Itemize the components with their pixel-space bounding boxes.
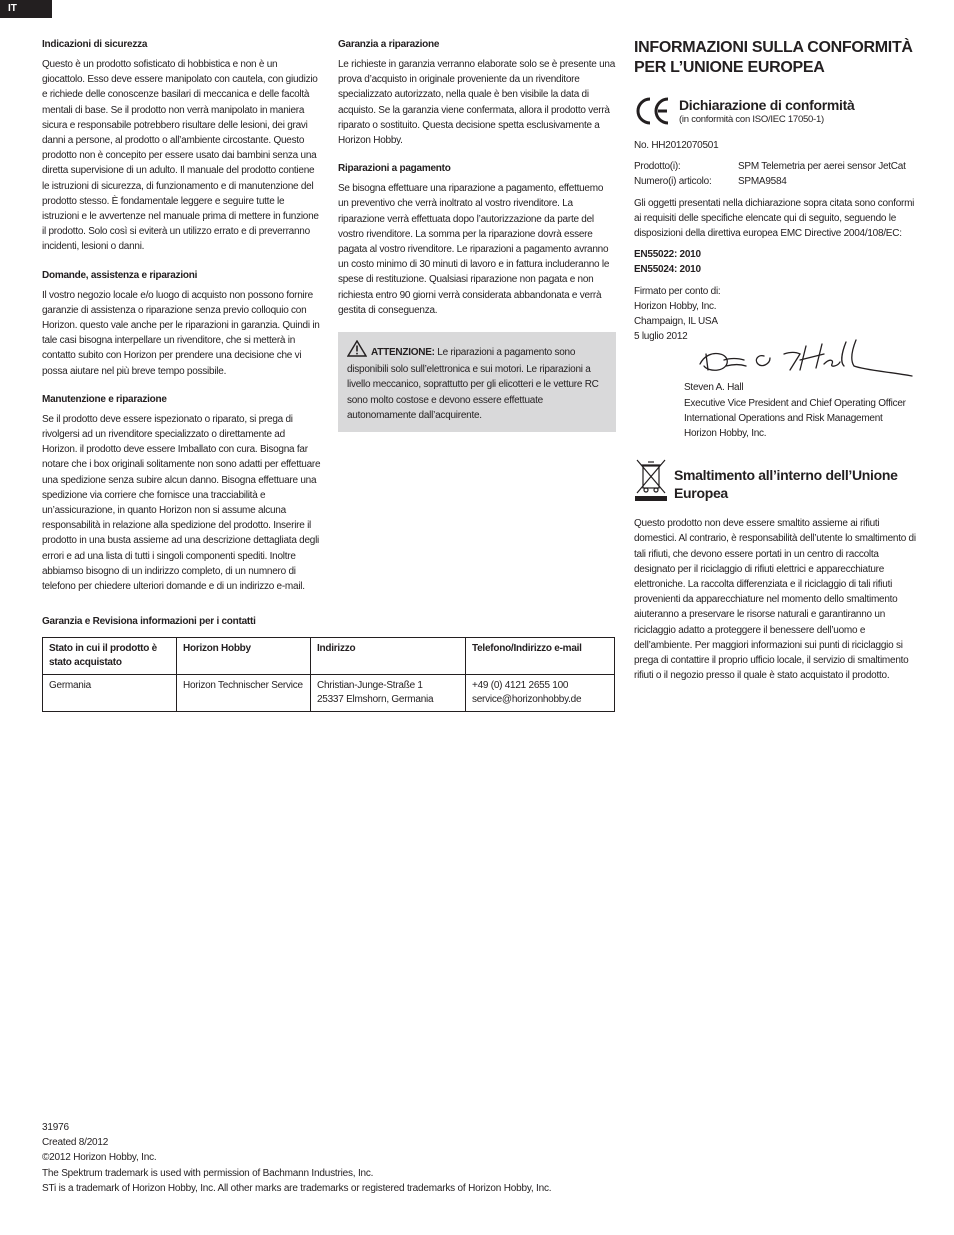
signed-city: Champaign, IL USA: [634, 316, 718, 328]
section-body-maintenance: Se il prodotto deve essere ispezionato o riparato, si prega di rivolgersi ad un rivenditore specializzato o direttamente ad Horizon. il prodotto deve essere Imballato con cura. Bisogna far notare che i box originali solitamente non sono adatti per effettuare una spedizione senza subire alcun danno. Bisogna effettuare una spedizione via corriere che fornisce una tracciabilità e un’assicurazione, in quanto Horizon non si assume alcuna responsabilità in relazione alla spedizione del prodotto. Inserire il prodotto in una busta assieme ad una descrizione dettagliata degli errori e ad una lista di tutti i singoli componenti spediti. Inoltre abbiamso bisogno di un indirizzo completo, di un numnero di telefono per chiedere ulteriori domande e di un indirizzo e-mail.: [42, 413, 321, 593]
item-label: Numero(i) articolo:: [634, 176, 712, 188]
signer-block: [684, 380, 916, 441]
column-3: [634, 38, 916, 683]
header-company: Horizon Hobby: [177, 638, 311, 675]
section-heading-maintenance: Manutenzione e riparazione: [42, 393, 167, 405]
header-address: Indirizzo: [311, 638, 466, 675]
footer-part-number: 31976: [42, 1122, 69, 1133]
cell-phone-email: [466, 675, 615, 712]
cell-address: [311, 675, 466, 712]
cell-country: Germania: [43, 675, 177, 712]
contacts-table-title: Garanzia e Revisiona informazioni per i contatti: [42, 616, 256, 627]
signer-title-2: International Operations and Risk Management: [684, 412, 883, 424]
warning-label: ATTENZIONE:: [371, 347, 435, 359]
section-body-paid-repairs: Se bisogna effettuare una riparazione a pagamento, effettuemo un preventivo che verrà inoltrato al vostro rivenditore. La riparazione verrà effettuata dopo l’autorizzazione da parte del vostro rivenditore. La somma per la riparazione dovrà essere pagata al vostro rivenditore. Le riparazioni a pagamento avranno un costo minimo di 30 minuti di lavoro e in fattura includeranno le spese di restituzione. Qualsiasi riparazione non pagata e non richiesta entro 90 giorni verrà considerata abbandonata e verrà gestita di conseguenza.: [338, 183, 610, 316]
standard-1: EN55022: 2010: [634, 249, 701, 261]
standard-2: EN55024: 2010: [634, 264, 701, 276]
disposal-title: Smaltimento all’interno dell’Unione Europea: [674, 467, 898, 502]
signer-company: Horizon Hobby, Inc.: [684, 428, 767, 440]
footer-created: Created 8/2012: [42, 1137, 109, 1149]
footer-trademark-1: The Spektrum trademark is used with permission of Bachmann Industries, Inc.: [42, 1167, 374, 1179]
footer-copyright: ©2012 Horizon Hobby, Inc.: [42, 1152, 157, 1164]
declaration-header: [634, 96, 916, 126]
warning-text: Le riparazioni a pagamento sono disponibili solo sull’elettronica e sui motori. Le riparazioni a livello meccanico, soprattutto per gli elicotteri e le vetture RC sono molto costose e devono essere effettuate autonomamente dall’acquirente.: [347, 347, 599, 421]
address-line-2: 25337 Elmshorn, Germania: [317, 694, 434, 705]
phone-number: +49 (0) 4121 2655 100: [472, 680, 569, 691]
eu-compliance-heading: INFORMAZIONI SULLA CONFORMITÀ PER L’UNIONE EUROPEA: [634, 39, 913, 76]
signer-title-1: Executive Vice President and Chief Operating Officer: [684, 397, 906, 409]
ce-mark-icon: [634, 96, 672, 126]
warning-triangle-icon: [347, 340, 367, 362]
signature-image: [634, 336, 916, 380]
footer: [42, 1120, 551, 1196]
disposal-header: [634, 457, 916, 503]
section-body-service: Il vostro negozio locale e/o luogo di acquisto non possono fornire garanzie di assistenza o riparazione senza previo colloquio con Horizon. questo vale anche per le riparazioni in garanzia. Quindi in tale casi bisogna interpellare un rivenditore, che si metterà in contatto subito con Horizon per prendere una decisione che vi possa aiutare nel più breve tempo possibile.: [42, 289, 320, 377]
declaration-subtitle: (in conformità con ISO/IEC 17050-1): [679, 114, 824, 125]
product-value: SPM Telemetria per aerei sensor JetCat: [738, 161, 906, 173]
email-address: service@horizonhobby.de: [472, 694, 582, 705]
section-body-safety: Questo è un prodotto sofisticato di hobbistica e non è un giocattolo. Esso deve essere manipolato con cautela, con giudizio e richiede delle conoscenze basilari di meccanica e delle facoltà mentali di base. Se il prodotto non verrà manipolato in maniera sicura e responsabile potrebbero risultare delle lesioni, dei gravi danni a persone, al prodotto o all’ambiente circostante. Questo prodotto non è concepito per essere usato dai bambini senza una diretta supervisione di un adulto. Il manuale del prodotto contiene le istruzioni di sicurezza, di funzionamento e di manutenzione del prodotto stesso. È fondamentale leggere e seguire tutte le istruzioni e le avvertenze nel manuale prima di mettere in funzione il prodotto. Solo così si eviterà un utilizzo errato e di preverranno incidenti, lesioni o danni.: [42, 59, 319, 253]
section-heading-paid-repairs: Riparazioni a pagamento: [338, 163, 451, 175]
item-value: SPMA9584: [738, 176, 787, 188]
table-row: [43, 675, 615, 712]
signed-date: 5 luglio 2012: [634, 331, 688, 343]
section-body-warranty: Le richieste in garanzia verranno elaborate solo se è presente una prova d’acquisto in originale proveniente da un rivenditore specializzato autorizzato, nella quale è ben visibile la data di acquisto. Se la garanzia viene confermata, allora il prodotto verrà riparato o sostituito. Questa decisione spetta esclusivamente a Horizon Hobby.: [338, 59, 616, 147]
footer-trademark-2: STi is a trademark of Horizon Hobby, Inc. All other marks are trademarks or registered trademarks of Horizon Hobby, Inc.: [42, 1182, 552, 1194]
table-header-row: [43, 638, 615, 675]
language-tab: IT: [0, 0, 52, 18]
contacts-table: [42, 637, 615, 712]
product-label: Prodotto(i):: [634, 161, 681, 173]
cell-company: Horizon Technischer Service: [177, 675, 311, 712]
section-heading-service: Domande, assistenza e riparazioni: [42, 269, 198, 281]
signed-company: Horizon Hobby, Inc.: [634, 300, 717, 312]
declaration-statement: Gli oggetti presentati nella dichiarazione sopra citata sono conformi ai requisiti delle specifiche elencate qui di seguito, seguendo le disposizioni della direttiva europea EMC Directive 2004/108/EC:: [634, 197, 915, 240]
signed-for: Firmato per conto di:: [634, 285, 721, 297]
warning-box: [338, 332, 616, 432]
section-heading-warranty: Garanzia a riparazione: [338, 39, 440, 50]
header-phone-email: Telefono/Indirizzo e-mail: [466, 638, 615, 675]
item-row: [634, 174, 916, 189]
declaration-title: Dichiarazione di conformità: [679, 97, 855, 113]
section-heading-safety: Indicazioni di sicurezza: [42, 39, 148, 50]
declaration-number: No. HH2012070501: [634, 140, 719, 151]
signer-name: Steven A. Hall: [684, 382, 744, 394]
product-row: [634, 159, 916, 174]
column-1: [42, 38, 322, 608]
address-line-1: Christian-Junge-Straße 1: [317, 680, 423, 691]
header-country: Stato in cui il prodotto è stato acquistato: [43, 638, 177, 675]
column-2: [338, 38, 616, 432]
crossed-bin-icon: [634, 457, 668, 503]
disposal-body: Questo prodotto non deve essere smaltito assieme ai rifiuti domestici. Al contrario, è responsabilità dell’utente lo smaltimento di tali rifiuti, che devono essere portati in un centro di raccolta designato per il riciclaggio di rifiuti elettrici e apparecchiature elettroniche. La raccolta differenziata e il riciclaggio di tali rifiuti provenienti da apparecchiature nel momento dello smaltimento aiuteranno a preservare le risorse naturali e garantiranno un riciclaggio adatto a proteggere il benessere dell’uomo e dell’ambiente. Per maggiori informazioni sui punti di riciclaggio si prega di contattire il proprio ufficio locale, il servizio di smaltimento rifiuti o il negozio presso il quale è stato acquistato il prodotto.: [634, 518, 916, 682]
